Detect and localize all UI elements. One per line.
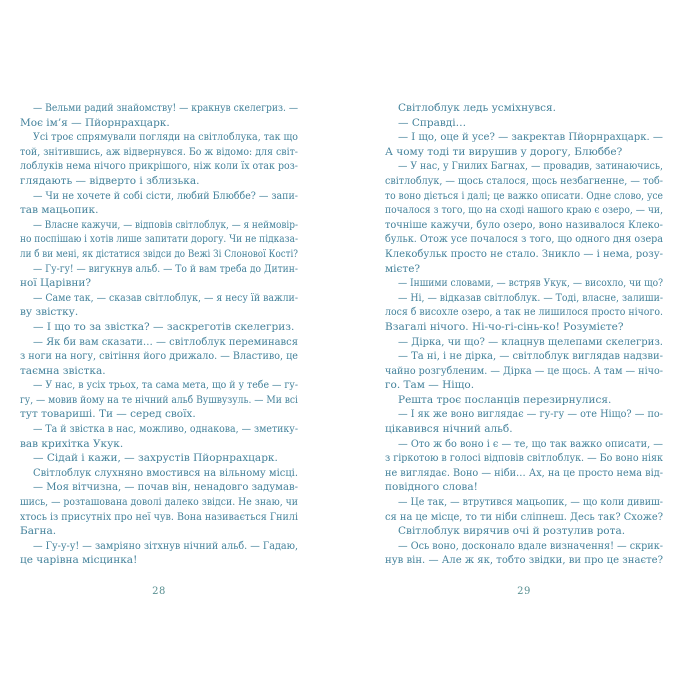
text-line: го. Там — Ніщо. [385,379,475,392]
text-line: ся на це місце, то ти ніби сліпнеш. Десь так? Схоже? [385,510,663,523]
text-line: почалося з того, що на сході нашого краю є озеро, — чи, [385,204,663,217]
paragraph [385,291,663,335]
paragraph [20,262,298,291]
text-line: лося б висохле озеро, а так не лишилося просто нічого. [385,306,663,319]
text-line: — Дірка, чи що? — клацнув щелепами скелегриз. [398,335,663,348]
text-line: ної Царівни? [20,277,92,290]
text-line: — І що, оце й усе? — закректав Пйорнрахцарк. — [398,131,663,144]
text-line: — Гу-гу! — вигукнув альб. — То й вам треба до Дитин- [33,262,298,275]
text-line: — Іншими словами, — встряв Укук, — висохло, чи що? [398,277,663,290]
paragraph [385,539,663,568]
text-line: світлоблук, — щось сталося, щось незбагненне, — тоб- [385,174,663,187]
paragraph [20,189,298,218]
text-line: бульк. Отож усе почалося з того, що одного дня озера [385,233,663,246]
text-line: — Ось воно, досконало вдале визначення! — скрик- [398,539,663,552]
paragraph [385,407,663,436]
text-line: — Ні, — відказав світлоблук. — Тоді, власне, залиши- [398,291,663,304]
right-page-text [385,101,663,568]
paragraph [385,349,663,393]
text-line: — І що то за звістка? — заскреготів скелегриз. [33,320,295,333]
text-line: — У нас, у Гнилих Багнах, — провадив, затинаючись, [398,160,663,173]
text-line: Світлоблук слухняно вмостився на вільному місці. [33,466,298,479]
paragraph [385,393,663,408]
paragraph [20,130,298,188]
right-page [385,101,663,597]
text-line: шись, — розташована доволі далеко звідси. Не знаю, чи [20,496,298,509]
text-line: з ноги на ногу, світіння його дрижало. — Властиво, це [20,350,298,363]
paragraph [385,116,663,131]
text-line: цікавився нічний альб. [385,423,513,436]
text-line: Світлоблук ледь усміхнувся. [398,102,557,114]
text-line: — Це так, — втрутився мацьопик, — що коли дивиш- [398,496,663,509]
text-line: лоблуків нема нічого прикрішого, ніж коли їх отак роз- [20,160,298,173]
paragraph [385,524,663,539]
paragraph [20,291,298,320]
text-line: вав крихітка Укук. [20,437,124,450]
text-line: Клекобульк просто не стало. Зникло — і нема, розу- [385,247,663,260]
paragraph [385,159,663,276]
paragraph [20,466,298,481]
text-line: А чому тоді ти вирушив у дорогу, Блюббе? [385,145,623,158]
paragraph [385,437,663,495]
text-line: — Та ні, і не дірка, — світлоблук виглядав надзви- [398,350,663,363]
text-line: — І як же воно виглядає — гу-гу — оте Ніщо? — по- [398,408,663,421]
paragraph [385,335,663,350]
paragraph [20,320,298,335]
text-line: мієте? [385,262,421,275]
text-line: гу, — мовив йому на те нічний альб Вушвузуль. — Ми всі [20,393,298,406]
text-line: чайно розгубленим. — Дірка — це щось. А там — нічо- [385,364,663,377]
text-line: — Вельми радий знайомству! — кракнув скелегриз. — [33,102,298,114]
paragraph [385,495,663,524]
left-page [20,101,298,597]
text-line: Усі троє спрямували погляди на світлоблука, так що [33,131,298,144]
text-line: ли б ви мені, як дістатися звідси до Вежі Зі Слонової Кості? [20,247,298,260]
text-line: — Саме так, — сказав світлоблук, — я несу їй важли- [33,291,298,304]
text-line: з гіркотою в голосі відповів світлоблук. — Бо воно ніяк [385,452,663,465]
paragraph [385,130,663,159]
page-number-left: 28 [152,586,166,597]
text-line: не виглядає. Воно — ніби… Ах, на це просто нема від- [385,466,663,479]
text-line: це чарівна місцинка! [20,554,138,567]
text-line: точніше кажучи, було озеро, воно називалося Клеко- [385,218,663,231]
text-line: — Справді… [398,116,467,129]
paragraph [20,335,298,379]
paragraph [20,378,298,422]
text-line: то воно діється і далі; це важко описати. Одне слово, усе [385,189,663,202]
paragraph [20,218,298,262]
text-line: Решта троє посланців перезирнулися. [398,393,612,406]
text-line: — Як би вам сказати… — світлоблук переминався [33,335,298,348]
text-line: тут товариші. Ти — серед своїх. [20,408,196,421]
text-line: но поспішаю і хотів лише запитати дорогу. Чи не підказа- [20,233,298,246]
text-line: ву звістку. [20,306,79,319]
text-line: повідного слова! [385,481,478,494]
page-number-right: 29 [517,586,531,597]
text-line: — Сідай і кажи, — захрустів Пйорнрахцарк. [33,452,278,465]
text-line: — У нас, в усіх трьох, та сама мета, що й у тебе — гу- [33,379,298,392]
paragraph [20,422,298,451]
text-line: Багна. [20,525,57,538]
text-line: — Чи не хочете й собі сісти, любий Блюббе? — запи- [33,189,298,202]
text-line: хтось із присутніх про неї чув. Вона називається Гнилі [20,510,298,523]
text-line: глядають — відверто і зблизька. [20,174,200,187]
paragraph [385,276,663,291]
left-page-text [20,101,298,568]
paragraph [20,480,298,538]
text-line: Взагалі нічого. Ні-чо-гі-сінь-ко! Розумієте? [385,320,624,333]
paragraph [385,101,663,116]
text-line: тав мацьопик. [20,204,99,217]
text-line: — Моя вітчизна, — почав він, ненадовго задумав- [33,481,298,494]
text-line: — Та й звістка в нас, можливо, однакова, — зметику- [33,423,298,436]
text-line: — Ото ж бо воно і є — те, що так важко описати, — [398,437,663,450]
text-line: Світлоблук вирячив очі й розтулив рота. [398,525,626,538]
text-line: той, знітившись, аж відвернувся. Бо ж відомо: для світ- [20,145,298,158]
text-line: Моє ім’я — Пйорнрахцарк. [20,116,170,129]
paragraph [20,539,298,568]
paragraph [20,451,298,466]
text-line: — Власне кажучи, — відповів світлоблук, — я неймовір- [33,218,298,231]
paragraph [20,101,298,130]
text-line: нув він. — Але ж як, тобто звідки, ви про це знаєте? [385,554,663,567]
text-line: — Гу-у-у! — замріяно зітхнув нічний альб. — Гадаю, [33,539,298,552]
text-line: таємна звістка. [20,364,106,377]
